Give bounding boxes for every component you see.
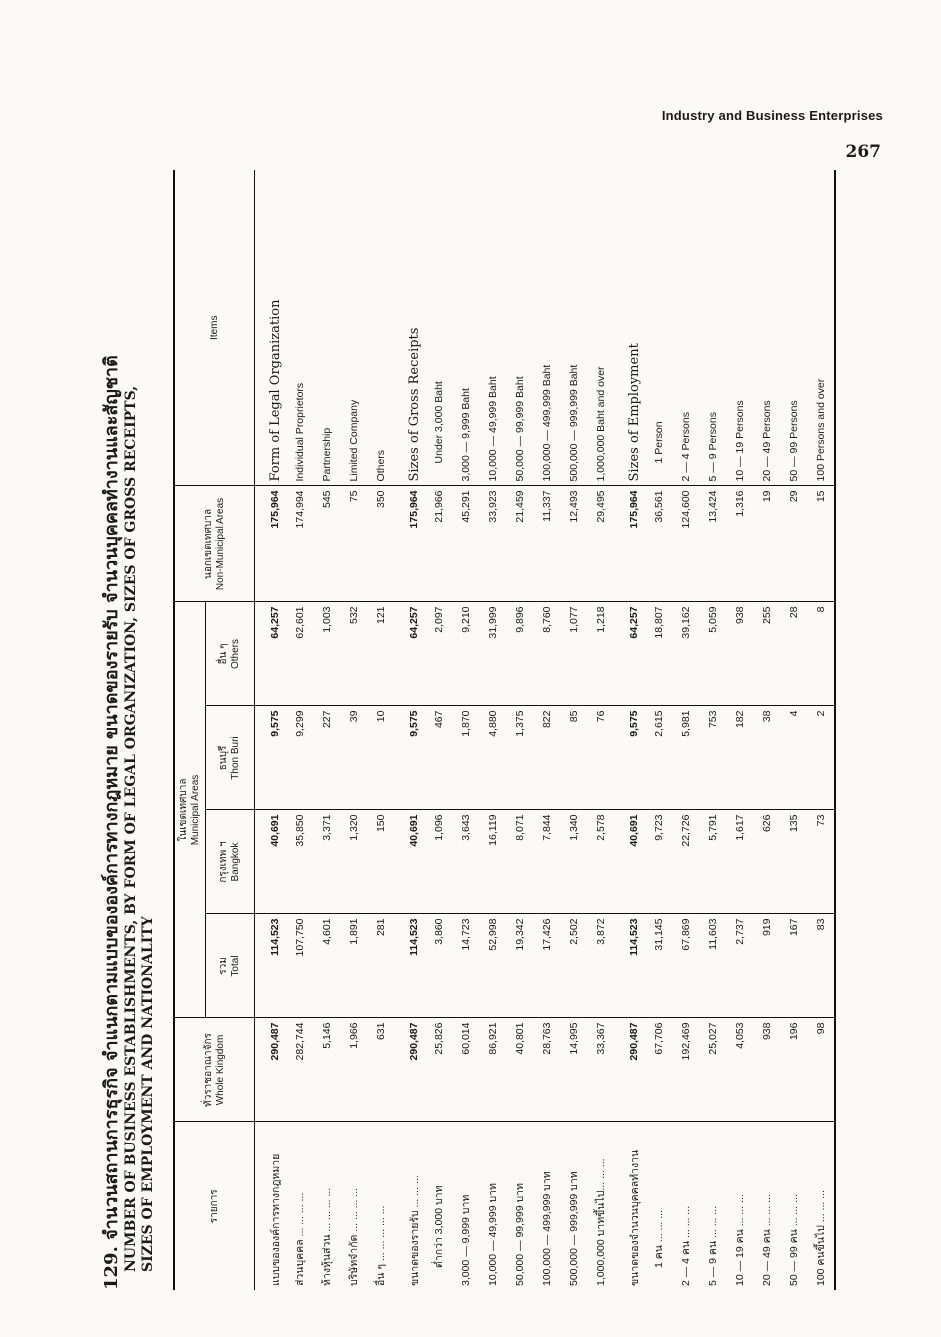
nonmunicipal-cell: 11,337: [533, 486, 560, 602]
whole-kingdom-cell: 98: [807, 1018, 835, 1122]
row-english-label: 1,000,000 Baht and over: [587, 170, 614, 486]
whole-kingdom-cell: 14,995: [560, 1018, 587, 1122]
row-thai-label: 50 — 99 คน ... ... ...: [788, 1194, 800, 1286]
others-cell: 532: [340, 602, 367, 706]
thonburi-cell: 822: [533, 706, 560, 810]
row-thai-label: 100 คนขึ้นไป ... ... ...: [815, 1190, 827, 1286]
bangkok-cell: 5,791: [699, 810, 726, 914]
row-english-label: 50,000 — 99,999 Baht: [506, 170, 533, 486]
running-head: [0, 0, 941, 170]
row-thai-label: อื่น ๆ ... ... ... ... ...: [375, 1205, 387, 1286]
row-english-label: 1 Person: [645, 170, 672, 486]
thonburi-cell: 85: [560, 706, 587, 810]
bangkok-cell: 1,096: [425, 810, 452, 914]
table-title: [101, 190, 157, 1290]
whole-kingdom-cell: 60,014: [452, 1018, 479, 1122]
thonburi-cell: 4: [780, 706, 807, 810]
nonmunicipal-cell: 29: [780, 486, 807, 602]
total-cell: 114,523: [394, 914, 425, 1018]
row-thai-label: ขนาดของรายรับ ... ... ...: [408, 1175, 421, 1286]
bangkok-cell: 135: [780, 810, 807, 914]
whole-kingdom-cell: 196: [780, 1018, 807, 1122]
others-cell: 64,257: [255, 602, 287, 706]
row-english-label: Individual Proprietors: [286, 170, 313, 486]
nonmunicipal-cell: 21,966: [425, 486, 452, 602]
thonburi-cell: 9,575: [255, 706, 287, 810]
thonburi-cell: 1,375: [506, 706, 533, 810]
total-cell: 2,737: [726, 914, 753, 1018]
total-cell: 114,523: [255, 914, 287, 1018]
table-row: [367, 170, 394, 1290]
col-thonburi-thai: ธนบุรี: [218, 745, 229, 771]
thonburi-cell: 76: [587, 706, 614, 810]
others-cell: 64,257: [394, 602, 425, 706]
table-row: [560, 170, 587, 1290]
row-thai-label: บริษัทจำกัด ... ... ... ...: [348, 1187, 360, 1286]
row-thai-label: ห้างหุ้นส่วน ... ... ... ...: [321, 1187, 333, 1286]
nonmunicipal-cell: 29,495: [587, 486, 614, 602]
whole-kingdom-cell: 67,706: [645, 1018, 672, 1122]
row-english-label: 500,000 — 999,999 Baht: [560, 170, 587, 486]
statistics-table: [173, 170, 840, 1290]
nonmunicipal-cell: 175,964: [255, 486, 287, 602]
row-thai-label: 10,000 — 49,999 บาท: [487, 1183, 499, 1286]
row-thai-label: 1 คน ... ... ...: [653, 1210, 665, 1268]
thonburi-cell: 753: [699, 706, 726, 810]
total-cell: 11,603: [699, 914, 726, 1018]
table-row: [313, 170, 340, 1290]
thonburi-cell: 10: [367, 706, 394, 810]
row-english-label: 100 Persons and over: [807, 170, 835, 486]
bangkok-cell: 35,850: [286, 810, 313, 914]
total-cell: 107,750: [286, 914, 313, 1018]
row-thai-label: 50,000 — 99,999 บาท: [514, 1183, 526, 1286]
rotated-table-page: [101, 170, 881, 1290]
nonmunicipal-cell: 350: [367, 486, 394, 602]
col-whole-kingdom-thai: ทั่วราชอาณาจักร: [202, 1033, 214, 1107]
row-thai-label: 20 — 49 คน ... ... ...: [761, 1194, 773, 1286]
nonmunicipal-cell: 545: [313, 486, 340, 602]
page-number: 267: [845, 142, 881, 162]
nonmunicipal-cell: 15: [807, 486, 835, 602]
others-cell: 5,059: [699, 602, 726, 706]
table-row: [425, 170, 452, 1290]
table-row: [645, 170, 672, 1290]
row-thai-label: 2 — 4 คน ... ... ...: [680, 1205, 692, 1286]
thonburi-cell: 2: [807, 706, 835, 810]
bangkok-cell: 40,691: [255, 810, 287, 914]
table-body: [255, 170, 836, 1290]
thonburi-cell: 39: [340, 706, 367, 810]
table-group-row: [614, 170, 645, 1290]
nonmunicipal-cell: 175,964: [614, 486, 645, 602]
col-others-thai: อื่น ๆ: [218, 643, 229, 665]
bangkok-cell: 150: [367, 810, 394, 914]
whole-kingdom-cell: 28,763: [533, 1018, 560, 1122]
row-english-label: 50 — 99 Persons: [780, 170, 807, 486]
col-municipal-group: [174, 602, 206, 1018]
thonburi-cell: 38: [753, 706, 780, 810]
table-row: [533, 170, 560, 1290]
thonburi-cell: 227: [313, 706, 340, 810]
nonmunicipal-cell: 75: [340, 486, 367, 602]
nonmunicipal-cell: 33,923: [479, 486, 506, 602]
col-nonmunicipal-thai: นอกเขตเทศบาล: [202, 508, 214, 580]
table-group-row: [255, 170, 287, 1290]
title-english-line1: NUMBER OF BUSINESS ESTABLISHMENTS, BY FORM OF LEGAL ORGANIZATION, SIZES OF GROSS RECEIPTS,: [123, 385, 139, 1272]
others-cell: 938: [726, 602, 753, 706]
whole-kingdom-cell: 290,487: [394, 1018, 425, 1122]
nonmunicipal-cell: 13,424: [699, 486, 726, 602]
total-cell: 2,502: [560, 914, 587, 1018]
col-total-thai: รวม: [218, 957, 229, 975]
row-english-label: Sizes of Gross Receipts: [394, 170, 425, 486]
others-cell: 1,003: [313, 602, 340, 706]
thonburi-cell: 9,575: [614, 706, 645, 810]
col-municipal-thai: ในเขตเทศบาล: [178, 778, 189, 842]
row-thai-label: ต่ำกว่า 3,000 บาท: [433, 1185, 445, 1268]
col-bangkok-label: Bangkok: [230, 842, 241, 882]
table-row: [672, 170, 699, 1290]
total-cell: 67,869: [672, 914, 699, 1018]
nonmunicipal-cell: 19: [753, 486, 780, 602]
section-title: Industry and Business Enterprises: [661, 108, 883, 123]
bangkok-cell: 3,643: [452, 810, 479, 914]
whole-kingdom-cell: 290,487: [255, 1018, 287, 1122]
title-english-line2: SIZES OF EMPLOYMENT AND NATIONALITY: [140, 916, 156, 1272]
whole-kingdom-cell: 938: [753, 1018, 780, 1122]
others-cell: 1,077: [560, 602, 587, 706]
others-cell: 8: [807, 602, 835, 706]
row-english-label: 2 — 4 Persons: [672, 170, 699, 486]
total-cell: 114,523: [614, 914, 645, 1018]
row-thai-label: 10 — 19 คน ... ... ...: [734, 1194, 746, 1286]
total-cell: 52,998: [479, 914, 506, 1018]
nonmunicipal-cell: 124,600: [672, 486, 699, 602]
thonburi-cell: 4,880: [479, 706, 506, 810]
table-row: [726, 170, 753, 1290]
others-cell: 2,097: [425, 602, 452, 706]
col-others: [206, 602, 255, 706]
others-cell: 1,218: [587, 602, 614, 706]
table-row: [479, 170, 506, 1290]
whole-kingdom-cell: 5,146: [313, 1018, 340, 1122]
nonmunicipal-cell: 12,493: [560, 486, 587, 602]
whole-kingdom-cell: 25,027: [699, 1018, 726, 1122]
row-english-label: Form of Legal Organization: [255, 170, 287, 486]
col-items-thai: รายการ: [174, 1122, 255, 1290]
bangkok-cell: 1,320: [340, 810, 367, 914]
row-english-label: 100,000 — 499,999 Baht: [533, 170, 560, 486]
col-total: [206, 914, 255, 1018]
others-cell: 9,210: [452, 602, 479, 706]
bangkok-cell: 40,691: [394, 810, 425, 914]
whole-kingdom-cell: 4,053: [726, 1018, 753, 1122]
nonmunicipal-cell: 21,459: [506, 486, 533, 602]
row-thai-label: 100,000 — 499,999 บาท: [541, 1171, 553, 1286]
row-thai-label: แบบขององค์การทางกฎหมาย: [269, 1153, 282, 1286]
bangkok-cell: 40,691: [614, 810, 645, 914]
total-cell: 1,891: [340, 914, 367, 1018]
col-items-english: Items: [174, 170, 255, 486]
col-whole-kingdom: [174, 1018, 255, 1122]
row-thai-label: ส่วนบุคคล ... ... ... ...: [294, 1192, 306, 1286]
row-english-label: Sizes of Employment: [614, 170, 645, 486]
whole-kingdom-cell: 40,801: [506, 1018, 533, 1122]
whole-kingdom-cell: 33,367: [587, 1018, 614, 1122]
row-thai-label: 1,000,000 บาทขึ้นไป... ... ...: [595, 1158, 607, 1286]
bangkok-cell: 1,340: [560, 810, 587, 914]
col-thonburi-label: Thon Buri: [230, 736, 241, 780]
bangkok-cell: 22,726: [672, 810, 699, 914]
table-row: [506, 170, 533, 1290]
header-row-1: [174, 170, 206, 1290]
col-total-label: Total: [230, 955, 241, 977]
thonburi-cell: 9,299: [286, 706, 313, 810]
col-bangkok: [206, 810, 255, 914]
table-row: [699, 170, 726, 1290]
col-others-label: Others: [230, 638, 241, 669]
row-english-label: 3,000 — 9,999 Baht: [452, 170, 479, 486]
table-row: [753, 170, 780, 1290]
table-row: [452, 170, 479, 1290]
bangkok-cell: 3,371: [313, 810, 340, 914]
bangkok-cell: 626: [753, 810, 780, 914]
bangkok-cell: 8,071: [506, 810, 533, 914]
col-nonmunicipal-label: Non-Municipal Areas: [214, 497, 226, 591]
total-cell: 281: [367, 914, 394, 1018]
total-cell: 17,426: [533, 914, 560, 1018]
row-thai-label: 5 — 9 คน ... ... ...: [707, 1205, 719, 1286]
table-row: [807, 170, 835, 1290]
nonmunicipal-cell: 175,964: [394, 486, 425, 602]
row-english-label: 10 — 19 Persons: [726, 170, 753, 486]
others-cell: 9,896: [506, 602, 533, 706]
thonburi-cell: 182: [726, 706, 753, 810]
total-cell: 3,872: [587, 914, 614, 1018]
whole-kingdom-cell: 192,469: [672, 1018, 699, 1122]
whole-kingdom-cell: 25,826: [425, 1018, 452, 1122]
nonmunicipal-cell: 1,316: [726, 486, 753, 602]
whole-kingdom-cell: 282,744: [286, 1018, 313, 1122]
row-english-label: Limited Company: [340, 170, 367, 486]
whole-kingdom-cell: 290,487: [614, 1018, 645, 1122]
table-row: [340, 170, 367, 1290]
total-cell: 919: [753, 914, 780, 1018]
thonburi-cell: 2,615: [645, 706, 672, 810]
nonmunicipal-cell: 174,994: [286, 486, 313, 602]
col-bangkok-thai: กรุงเทพ ฯ: [218, 841, 229, 883]
whole-kingdom-cell: 631: [367, 1018, 394, 1122]
total-cell: 19,342: [506, 914, 533, 1018]
total-cell: 3,860: [425, 914, 452, 1018]
row-english-label: 10,000 — 49,999 Baht: [479, 170, 506, 486]
others-cell: 121: [367, 602, 394, 706]
thonburi-cell: 9,575: [394, 706, 425, 810]
total-cell: 31,145: [645, 914, 672, 1018]
bangkok-cell: 73: [807, 810, 835, 914]
row-thai-label: 500,000 — 999,999 บาท: [568, 1171, 580, 1286]
row-english-label: Under 3,000 Baht: [425, 170, 452, 486]
whole-kingdom-cell: 1,966: [340, 1018, 367, 1122]
bangkok-cell: 7,844: [533, 810, 560, 914]
whole-kingdom-cell: 86,921: [479, 1018, 506, 1122]
bangkok-cell: 1,617: [726, 810, 753, 914]
row-english-label: 20 — 49 Persons: [753, 170, 780, 486]
thonburi-cell: 1,870: [452, 706, 479, 810]
bangkok-cell: 2,578: [587, 810, 614, 914]
table-group-row: [394, 170, 425, 1290]
row-thai-label: ขนาดของจำนวนบุคคลทำงาน: [628, 1149, 641, 1286]
others-cell: 31,999: [479, 602, 506, 706]
others-cell: 8,760: [533, 602, 560, 706]
col-nonmunicipal: [174, 486, 255, 602]
thonburi-cell: 5,981: [672, 706, 699, 810]
table-row: [286, 170, 313, 1290]
others-cell: 62,601: [286, 602, 313, 706]
total-cell: 4,601: [313, 914, 340, 1018]
others-cell: 18,807: [645, 602, 672, 706]
total-cell: 14,723: [452, 914, 479, 1018]
row-thai-label: 3,000 — 9,999 บาท: [460, 1194, 472, 1286]
others-cell: 39,162: [672, 602, 699, 706]
total-cell: 83: [807, 914, 835, 1018]
table-row: [780, 170, 807, 1290]
nonmunicipal-cell: 45,291: [452, 486, 479, 602]
nonmunicipal-cell: 36,561: [645, 486, 672, 602]
thonburi-cell: 467: [425, 706, 452, 810]
col-thonburi: [206, 706, 255, 810]
bangkok-cell: 16,119: [479, 810, 506, 914]
others-cell: 28: [780, 602, 807, 706]
bangkok-cell: 9,723: [645, 810, 672, 914]
row-english-label: Others: [367, 170, 394, 486]
others-cell: 64,257: [614, 602, 645, 706]
row-english-label: Partnership: [313, 170, 340, 486]
others-cell: 255: [753, 602, 780, 706]
col-municipal-label: Municipal Areas: [190, 774, 201, 846]
row-english-label: 5 — 9 Persons: [699, 170, 726, 486]
table-bottom-rule: [835, 170, 840, 1290]
col-whole-kingdom-label: Whole Kingdom: [214, 1034, 226, 1106]
table-row: [587, 170, 614, 1290]
title-thai: 129. จำนวนสถานการธุรกิจ จำแนกตามแบบขององค์การทางกฎหมาย ขนาดของรายรับ จำนวนบุคคลทำงานและสัญชาติ: [101, 355, 122, 1290]
total-cell: 167: [780, 914, 807, 1018]
